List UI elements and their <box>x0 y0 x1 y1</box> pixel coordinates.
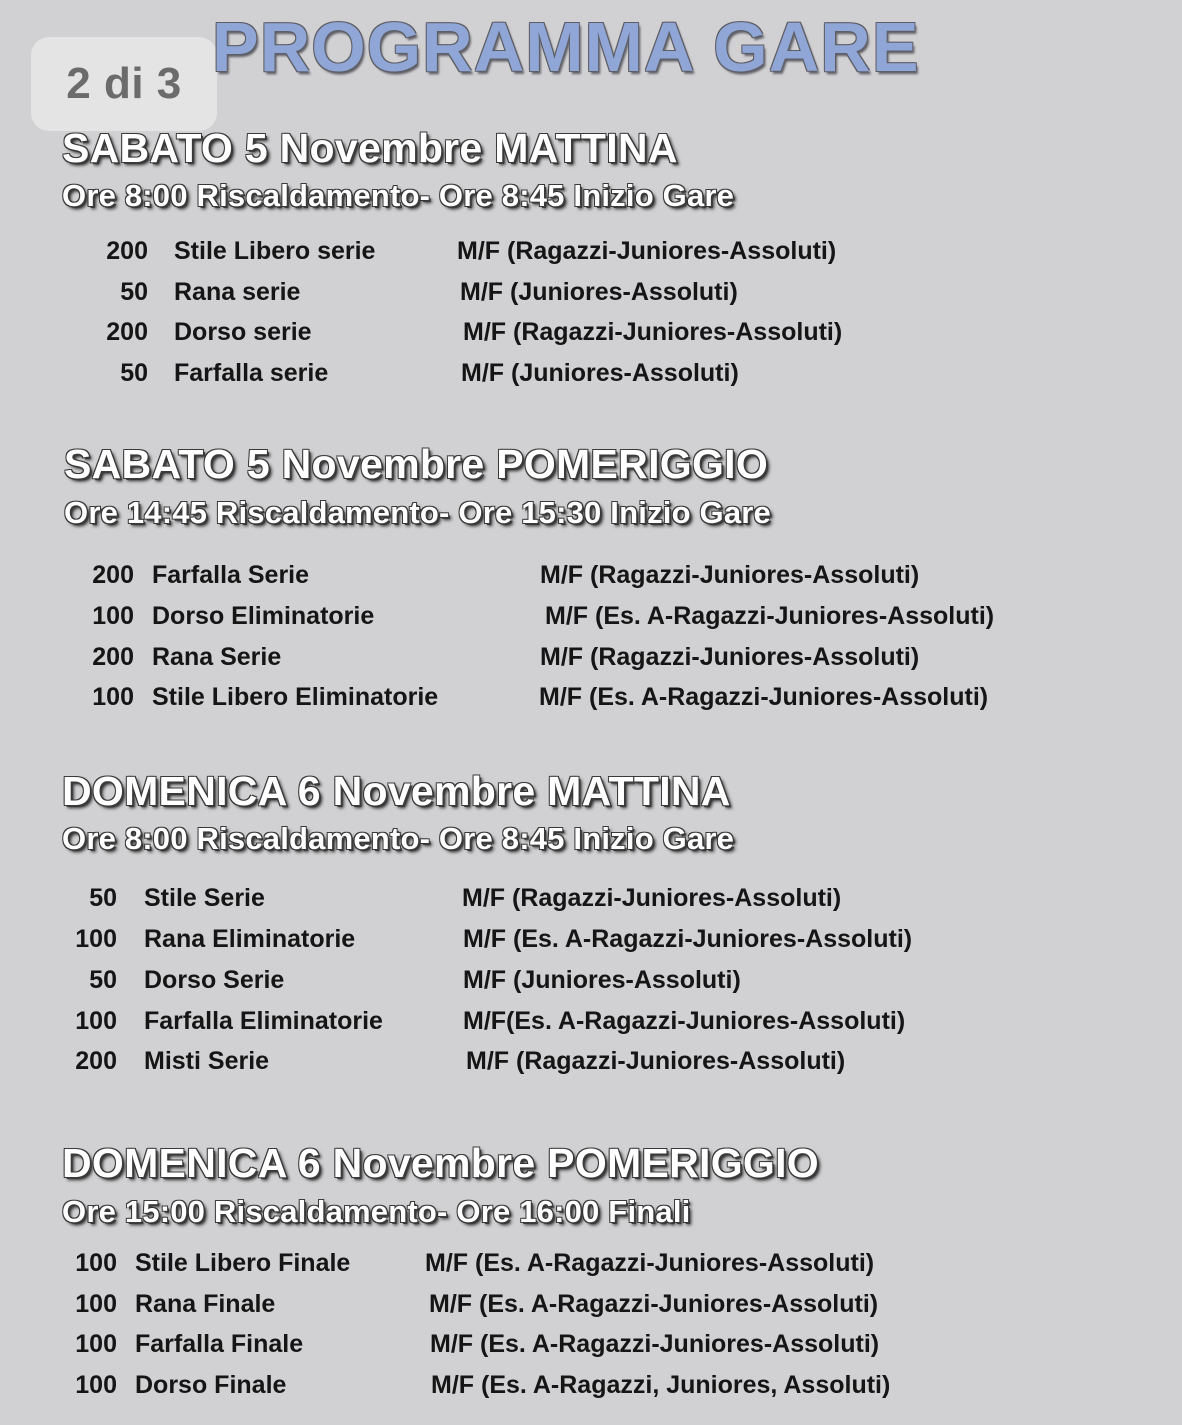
event-name: Dorso Serie <box>144 966 285 994</box>
event-row <box>0 1327 1182 1361</box>
event-row <box>0 881 1182 915</box>
event-row <box>0 315 1182 349</box>
section-heading: DOMENICA 6 Novembre POMERIGGIO <box>62 1140 819 1186</box>
event-name: Dorso serie <box>174 318 312 346</box>
event-name: Stile Libero Finale <box>135 1249 351 1277</box>
page-indicator: 2 di 3 <box>31 37 217 131</box>
event-name: Dorso Eliminatorie <box>152 602 375 630</box>
event-distance: 100 <box>75 925 117 953</box>
section-subheading: Ore 14:45 Riscaldamento- Ore 15:30 Inizio Gare <box>64 495 771 530</box>
event-row <box>0 275 1182 309</box>
event-distance: 100 <box>75 1330 117 1358</box>
event-distance: 100 <box>92 602 134 630</box>
section-heading: DOMENICA 6 Novembre MATTINA <box>62 768 731 814</box>
event-distance: 50 <box>89 966 117 994</box>
event-category: M/F (Ragazzi-Juniores-Assoluti) <box>457 237 837 265</box>
event-distance: 100 <box>75 1007 117 1035</box>
event-name: Farfalla Finale <box>135 1330 304 1358</box>
event-row <box>0 1004 1182 1038</box>
event-name: Farfalla Eliminatorie <box>144 1007 383 1035</box>
event-distance: 100 <box>75 1371 117 1399</box>
event-category: M/F (Ragazzi-Juniores-Assoluti) <box>462 884 842 912</box>
event-row <box>0 234 1182 268</box>
event-category: M/F (Es. A-Ragazzi-Juniores-Assoluti) <box>429 1290 879 1318</box>
event-row <box>0 1368 1182 1402</box>
event-row <box>0 599 1182 633</box>
event-row <box>0 1287 1182 1321</box>
event-row <box>0 963 1182 997</box>
event-name: Rana serie <box>174 278 301 306</box>
event-category: M/F (Juniores-Assoluti) <box>463 966 741 994</box>
event-row <box>0 558 1182 592</box>
event-category: M/F (Es. A-Ragazzi-Juniores-Assoluti) <box>425 1249 875 1277</box>
event-row <box>0 1246 1182 1280</box>
event-row <box>0 922 1182 956</box>
section-heading: SABATO 5 Novembre MATTINA <box>62 125 678 171</box>
event-name: Rana Finale <box>135 1290 276 1318</box>
event-category: M/F (Ragazzi-Juniores-Assoluti) <box>463 318 843 346</box>
event-name: Farfalla serie <box>174 359 329 387</box>
event-distance: 200 <box>106 237 148 265</box>
event-category: M/F (Ragazzi-Juniores-Assoluti) <box>540 643 920 671</box>
event-distance: 100 <box>75 1249 117 1277</box>
event-row <box>0 356 1182 390</box>
event-name: Rana Eliminatorie <box>144 925 356 953</box>
event-distance: 100 <box>92 683 134 711</box>
event-distance: 50 <box>89 884 117 912</box>
event-category: M/F (Juniores-Assoluti) <box>461 359 739 387</box>
event-category: M/F (Es. A-Ragazzi-Juniores-Assoluti) <box>539 683 989 711</box>
page-title: PROGRAMMA GARE <box>212 8 920 86</box>
event-distance: 200 <box>106 318 148 346</box>
event-category: M/F (Ragazzi-Juniores-Assoluti) <box>466 1047 846 1075</box>
event-name: Dorso Finale <box>135 1371 287 1399</box>
event-distance: 200 <box>75 1047 117 1075</box>
event-name: Misti Serie <box>144 1047 270 1075</box>
event-row <box>0 640 1182 674</box>
event-row <box>0 680 1182 714</box>
section-subheading: Ore 8:00 Riscaldamento- Ore 8:45 Inizio Gare <box>62 178 735 213</box>
event-category: M/F (Es. A-Ragazzi-Juniores-Assoluti) <box>545 602 995 630</box>
event-category: M/F (Es. A-Ragazzi-Juniores-Assoluti) <box>430 1330 880 1358</box>
event-category: M/F (Es. A-Ragazzi-Juniores-Assoluti) <box>463 925 913 953</box>
event-category: M/F (Es. A-Ragazzi, Juniores, Assoluti) <box>431 1371 891 1399</box>
event-category: M/F (Ragazzi-Juniores-Assoluti) <box>540 561 920 589</box>
section-subheading: Ore 8:00 Riscaldamento- Ore 8:45 Inizio Gare <box>62 821 735 856</box>
event-name: Stile Serie <box>144 884 265 912</box>
event-distance: 50 <box>120 278 148 306</box>
event-name: Stile Libero Eliminatorie <box>152 683 439 711</box>
event-category: M/F(Es. A-Ragazzi-Juniores-Assoluti) <box>463 1007 906 1035</box>
section-subheading: Ore 15:00 Riscaldamento- Ore 16:00 Finali <box>62 1194 691 1229</box>
event-name: Rana Serie <box>152 643 282 671</box>
event-distance: 200 <box>92 643 134 671</box>
section-heading: SABATO 5 Novembre POMERIGGIO <box>64 441 769 487</box>
event-name: Stile Libero serie <box>174 237 376 265</box>
event-category: M/F (Juniores-Assoluti) <box>460 278 738 306</box>
event-row <box>0 1044 1182 1078</box>
event-distance: 100 <box>75 1290 117 1318</box>
event-distance: 200 <box>92 561 134 589</box>
event-distance: 50 <box>120 359 148 387</box>
event-name: Farfalla Serie <box>152 561 310 589</box>
